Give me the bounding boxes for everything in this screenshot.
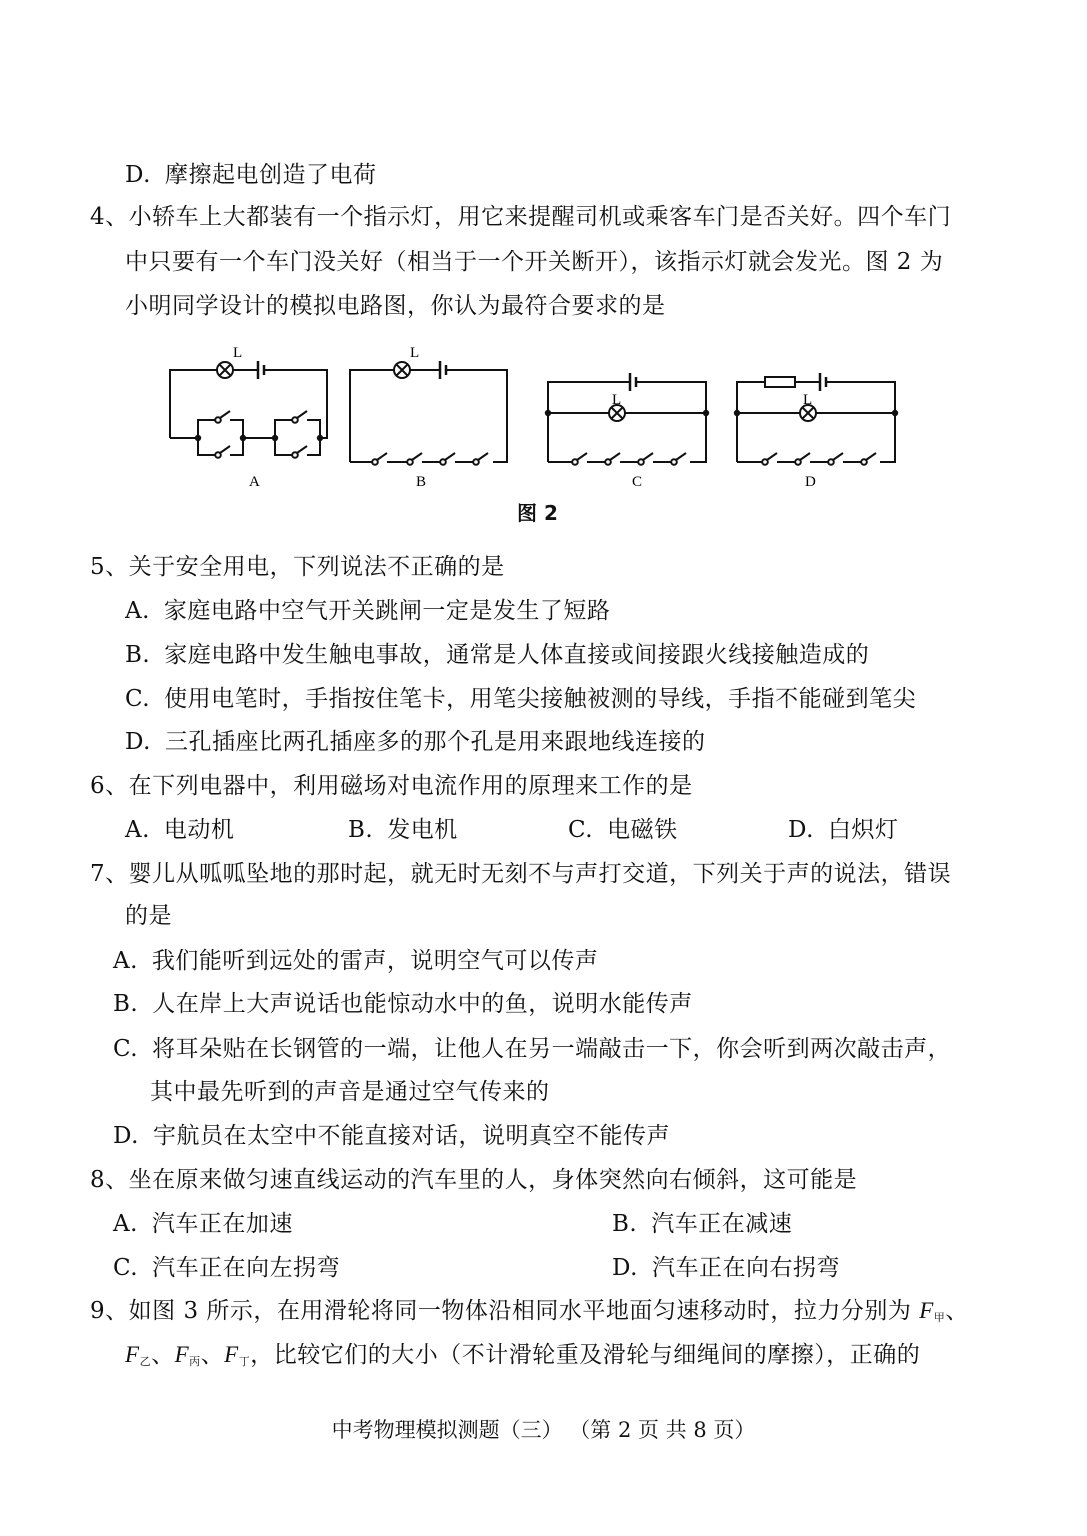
switch-icon bbox=[478, 453, 488, 460]
option-label: B. bbox=[125, 642, 151, 668]
wire bbox=[636, 382, 706, 462]
wire bbox=[307, 420, 320, 438]
circuit-label-b: B bbox=[416, 474, 427, 490]
q8-stem: 8、坐在原来做匀速直线运动的汽车里的人，身体突然向右倾斜，这可能是 bbox=[90, 1167, 858, 1193]
option-text: 使用电笔时，手指按住笔卡，用笔尖接触被测的导线，手指不能碰到笔尖 bbox=[164, 686, 917, 712]
switch-icon bbox=[676, 453, 686, 460]
q7-option-c bbox=[113, 1034, 951, 1064]
option-label: D. bbox=[612, 1255, 638, 1281]
force-symbol: F bbox=[919, 1298, 934, 1323]
option-label: D. bbox=[788, 817, 814, 843]
option-text: 家庭电路中发生触电事故，通常是人体直接或间接跟火线接触造成的 bbox=[164, 642, 870, 668]
option-text: 摩擦起电创造了电荷 bbox=[164, 162, 377, 188]
q6-option-d bbox=[788, 815, 898, 845]
wire bbox=[230, 438, 243, 455]
q7-option-d bbox=[113, 1121, 670, 1151]
q7-stem-line1: 7、婴儿从呱呱坠地的那时起，就无时无刻不与声打交道，下列关于声的说法，错误 bbox=[90, 861, 952, 887]
option-text: 家庭电路中空气开关跳闸一定是发生了短路 bbox=[163, 598, 611, 624]
wire bbox=[198, 420, 216, 438]
wire bbox=[275, 438, 293, 455]
switch-icon bbox=[610, 453, 620, 460]
switch-icon bbox=[572, 459, 578, 465]
junction-dot bbox=[318, 436, 322, 440]
force-subscript: 丙 bbox=[189, 1355, 201, 1368]
circuit-label-d: D bbox=[805, 474, 816, 490]
wire bbox=[350, 370, 394, 462]
q7-option-b bbox=[113, 989, 693, 1019]
switch-icon bbox=[412, 453, 422, 460]
page-footer: 中考物理模拟测题（三） （第 2 页 共 8 页） bbox=[331, 1418, 756, 1442]
switch-icon bbox=[215, 452, 221, 458]
battery-icon bbox=[820, 373, 826, 391]
q6-option-c bbox=[568, 815, 678, 845]
q6-option-a bbox=[125, 815, 234, 845]
lamp-label: L bbox=[803, 392, 813, 408]
switch-icon bbox=[445, 453, 455, 460]
option-text: 宇航员在太空中不能直接对话，说明真空不能传声 bbox=[152, 1123, 670, 1149]
switch-icon bbox=[861, 459, 867, 465]
q3-option-d bbox=[125, 160, 376, 190]
option-label: D. bbox=[125, 729, 151, 755]
option-label: C. bbox=[125, 686, 151, 712]
battery-icon bbox=[440, 361, 446, 379]
switch-icon bbox=[215, 417, 221, 423]
switch-icon bbox=[220, 411, 230, 418]
option-label: B. bbox=[348, 817, 374, 843]
switch-icon bbox=[795, 459, 801, 465]
q8-option-d bbox=[612, 1253, 840, 1283]
circuit-label-a: A bbox=[249, 474, 260, 490]
q4-stem-line2: 中只要有一个车门没关好（相当于一个开关断开），该指示灯就会发光。图 2 为 bbox=[125, 249, 944, 275]
figure-caption: 图 2 bbox=[517, 501, 558, 525]
lamp-label: L bbox=[233, 345, 243, 361]
option-label: C. bbox=[113, 1036, 139, 1062]
option-text: 白炽灯 bbox=[827, 817, 899, 843]
q6-stem: 6、在下列电器中，利用磁场对电流作用的原理来工作的是 bbox=[90, 773, 693, 799]
switch-icon bbox=[372, 459, 378, 465]
battery-icon bbox=[258, 361, 264, 379]
q5-option-c bbox=[125, 684, 916, 714]
switch-icon bbox=[643, 453, 653, 460]
q5-option-b bbox=[125, 640, 869, 670]
switch-icon bbox=[762, 459, 768, 465]
q9-stem-line1 bbox=[90, 1296, 969, 1333]
switch-icon bbox=[292, 417, 298, 423]
option-text: 汽车正在向右拐弯 bbox=[651, 1255, 840, 1281]
force-subscript: 甲 bbox=[933, 1311, 946, 1324]
battery-icon bbox=[630, 373, 636, 391]
q6-option-b bbox=[348, 815, 458, 845]
option-label: B. bbox=[612, 1211, 638, 1237]
q9-text: 9、如图 3 所示，在用滑轮将同一物体沿相同水平地面匀速移动时，拉力分别为 bbox=[90, 1298, 912, 1324]
q4-stem-line1: 4、小轿车上大都装有一个指示灯，用它来提醒司机或乘客车门是否关好。四个车门 bbox=[90, 204, 952, 230]
junction-dot bbox=[546, 411, 550, 415]
option-text: 三孔插座比两孔插座多的那个孔是用来跟地线连接的 bbox=[164, 729, 706, 755]
q5-option-a bbox=[125, 596, 610, 626]
q7-stem-line2: 的是 bbox=[125, 903, 172, 929]
wire bbox=[170, 370, 217, 438]
wire bbox=[737, 382, 765, 462]
wire bbox=[275, 420, 293, 438]
q8-option-a bbox=[113, 1209, 293, 1239]
option-label: B. bbox=[113, 991, 139, 1017]
switch-icon bbox=[605, 459, 611, 465]
wire bbox=[264, 370, 327, 438]
option-text: 人在岸上大声说话也能惊动水中的鱼，说明水能传声 bbox=[152, 991, 693, 1017]
option-label: A. bbox=[113, 1211, 138, 1237]
switch-icon bbox=[407, 459, 413, 465]
switch-icon bbox=[297, 446, 307, 453]
q8-option-c bbox=[113, 1253, 340, 1283]
option-label: D. bbox=[125, 162, 151, 188]
separator: 、 bbox=[151, 1342, 175, 1368]
option-text: 我们能听到远处的雷声，说明空气可以传声 bbox=[151, 948, 599, 974]
switch-icon bbox=[377, 453, 387, 460]
circuit-label-c: C bbox=[632, 474, 643, 490]
wire bbox=[198, 438, 216, 455]
circuit-diagrams-figure bbox=[160, 340, 920, 500]
switch-icon bbox=[577, 453, 587, 460]
force-subscript: 丁 bbox=[238, 1355, 251, 1368]
switch-icon bbox=[671, 459, 677, 465]
lamp-label: L bbox=[612, 392, 622, 408]
option-label: C. bbox=[113, 1255, 139, 1281]
wire bbox=[826, 382, 895, 462]
switch-icon bbox=[638, 459, 644, 465]
option-label: D. bbox=[113, 1123, 139, 1149]
switch-icon bbox=[297, 411, 307, 418]
q9-text: ，比较它们的大小（不计滑轮重及滑轮与细绳间的摩擦），正确的 bbox=[250, 1342, 921, 1368]
q9-stem-line2 bbox=[125, 1340, 920, 1377]
q7-option-c-line2: 其中最先听到的声音是通过空气传来的 bbox=[150, 1079, 550, 1105]
q7-option-a bbox=[113, 946, 598, 976]
wire bbox=[307, 438, 320, 455]
option-label: A. bbox=[125, 817, 150, 843]
wire bbox=[446, 370, 507, 462]
option-text: 将耳朵贴在长钢管的一端，让他人在另一端敲击一下，你会听到两次敲击声， bbox=[152, 1036, 952, 1062]
switch-icon bbox=[800, 453, 810, 460]
switch-icon bbox=[767, 453, 777, 460]
option-text: 电动机 bbox=[163, 817, 235, 843]
resistor-icon bbox=[765, 377, 795, 387]
force-symbol: F bbox=[125, 1342, 140, 1367]
option-text: 汽车正在向左拐弯 bbox=[152, 1255, 341, 1281]
wire bbox=[230, 420, 243, 438]
separator: 、 bbox=[200, 1342, 225, 1368]
switch-icon bbox=[292, 452, 298, 458]
force-subscript: 乙 bbox=[139, 1355, 152, 1368]
force-symbol: F bbox=[224, 1342, 239, 1367]
lamp-label: L bbox=[410, 345, 420, 361]
switch-icon bbox=[828, 459, 834, 465]
separator: 、 bbox=[945, 1298, 969, 1324]
q8-option-b bbox=[612, 1209, 792, 1239]
force-symbol: F bbox=[174, 1342, 190, 1367]
switch-icon bbox=[833, 453, 843, 460]
option-label: C. bbox=[568, 817, 594, 843]
option-text: 汽车正在减速 bbox=[651, 1211, 793, 1237]
option-label: A. bbox=[125, 598, 150, 624]
option-text: 发电机 bbox=[387, 817, 458, 843]
junction-dot bbox=[735, 411, 739, 415]
q4-stem-line3: 小明同学设计的模拟电路图，你认为最符合要求的是 bbox=[125, 293, 666, 319]
option-label: A. bbox=[113, 948, 138, 974]
option-text: 汽车正在加速 bbox=[151, 1211, 293, 1237]
option-text: 电磁铁 bbox=[607, 817, 678, 843]
switch-icon bbox=[866, 453, 876, 460]
q5-stem: 5、关于安全用电，下列说法不正确的是 bbox=[90, 554, 505, 580]
switch-icon bbox=[440, 459, 446, 465]
q5-option-d bbox=[125, 727, 705, 757]
switch-icon bbox=[473, 459, 479, 465]
junction-dot bbox=[893, 411, 897, 415]
switch-icon bbox=[220, 446, 230, 453]
junction-dot bbox=[704, 411, 708, 415]
